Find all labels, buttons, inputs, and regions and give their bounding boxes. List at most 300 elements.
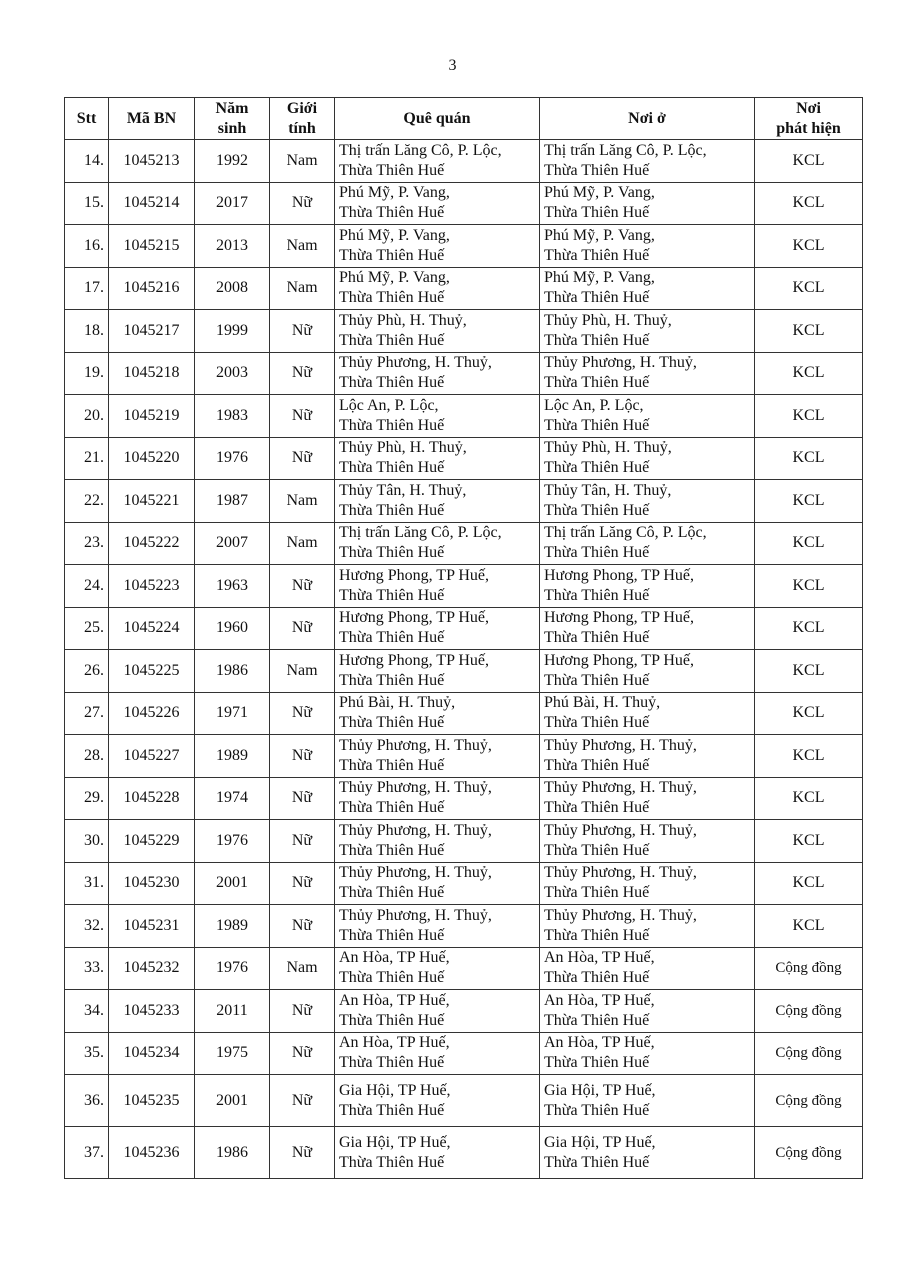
- noi-o-line2: Thừa Thiên Huế: [544, 629, 650, 647]
- cell-nam-sinh: 2007: [195, 522, 270, 565]
- noi-o-line1: Gia Hội, TP Huế,: [544, 1133, 656, 1151]
- table-row: [65, 777, 863, 820]
- cell-gioi-tinh: Nam: [270, 267, 335, 310]
- cell-stt: 27.: [65, 692, 109, 735]
- que-quan-line1: Thủy Phương, H. Thuỷ,: [339, 354, 492, 372]
- que-quan-line2: Thừa Thiên Huế: [339, 1153, 445, 1171]
- cell-gioi-tinh: Nữ: [270, 352, 335, 395]
- cell-ma-bn: 1045224: [109, 607, 195, 650]
- header-nam-sinh: [195, 98, 270, 140]
- cell-gioi-tinh: Nam: [270, 140, 335, 183]
- table-row: [65, 395, 863, 438]
- cell-nam-sinh: 2003: [195, 352, 270, 395]
- cell-nam-sinh: 1986: [195, 1127, 270, 1179]
- noi-o-line1: Gia Hội, TP Huế,: [544, 1081, 656, 1099]
- noi-o-line1: Thủy Phương, H. Thuỷ,: [544, 779, 697, 797]
- cell-ma-bn: 1045216: [109, 267, 195, 310]
- noi-o-line2: Thừa Thiên Huế: [544, 1011, 650, 1029]
- cell-stt: 25.: [65, 607, 109, 650]
- table-row: [65, 182, 863, 225]
- que-quan-line1: Hương Phong, TP Huế,: [339, 566, 490, 584]
- cell-nam-sinh: 1976: [195, 820, 270, 863]
- cell-que-quan: [335, 1032, 540, 1075]
- cell-gioi-tinh: Nữ: [270, 1127, 335, 1179]
- que-quan-line2: Thừa Thiên Huế: [339, 544, 445, 562]
- cell-que-quan: [335, 565, 540, 608]
- cell-noi-phat-hien: KCL: [755, 820, 863, 863]
- cell-gioi-tinh: Nữ: [270, 692, 335, 735]
- que-quan-line1: Thủy Phù, H. Thuỷ,: [339, 439, 467, 457]
- cell-noi-phat-hien: KCL: [755, 480, 863, 523]
- cell-que-quan: [335, 862, 540, 905]
- cell-que-quan: [335, 225, 540, 268]
- que-quan-line1: Phú Mỹ, P. Vang,: [339, 226, 450, 244]
- cell-nam-sinh: 2017: [195, 182, 270, 225]
- cell-nam-sinh: 2011: [195, 990, 270, 1033]
- que-quan-line2: Thừa Thiên Huế: [339, 1011, 445, 1029]
- que-quan-line2: Thừa Thiên Huế: [339, 926, 445, 944]
- noi-o-line1: Thủy Phương, H. Thuỷ,: [544, 821, 697, 839]
- cell-que-quan: [335, 395, 540, 438]
- cell-gioi-tinh: Nữ: [270, 437, 335, 480]
- que-quan-line2: Thừa Thiên Huế: [339, 204, 445, 222]
- cell-noi-o: [540, 692, 755, 735]
- que-quan-line2: Thừa Thiên Huế: [339, 969, 445, 987]
- noi-o-line2: Thừa Thiên Huế: [544, 799, 650, 817]
- cell-que-quan: [335, 480, 540, 523]
- cell-noi-o: [540, 310, 755, 353]
- noi-o-line2: Thừa Thiên Huế: [544, 204, 650, 222]
- noi-o-line1: Thủy Phương, H. Thuỷ,: [544, 906, 697, 924]
- noi-o-line2: Thừa Thiên Huế: [544, 969, 650, 987]
- que-quan-line1: Thủy Phương, H. Thuỷ,: [339, 779, 492, 797]
- noi-o-line1: Hương Phong, TP Huế,: [544, 651, 695, 669]
- cell-gioi-tinh: Nữ: [270, 820, 335, 863]
- cell-stt: 31.: [65, 862, 109, 905]
- cell-gioi-tinh: Nữ: [270, 1075, 335, 1127]
- cell-noi-o: [540, 820, 755, 863]
- noi-o-line2: Thừa Thiên Huế: [544, 289, 650, 307]
- cell-ma-bn: 1045214: [109, 182, 195, 225]
- cell-gioi-tinh: Nữ: [270, 395, 335, 438]
- noi-o-line2: Thừa Thiên Huế: [544, 161, 650, 179]
- cell-noi-phat-hien: KCL: [755, 310, 863, 353]
- cell-nam-sinh: 2001: [195, 862, 270, 905]
- cell-que-quan: [335, 352, 540, 395]
- cell-que-quan: [335, 1075, 540, 1127]
- que-quan-line2: Thừa Thiên Huế: [339, 161, 445, 179]
- cell-noi-phat-hien: KCL: [755, 777, 863, 820]
- noi-o-line1: Thị trấn Lăng Cô, P. Lộc,: [544, 524, 707, 542]
- que-quan-line2: Thừa Thiên Huế: [339, 799, 445, 817]
- cell-ma-bn: 1045215: [109, 225, 195, 268]
- cell-noi-o: [540, 990, 755, 1033]
- noi-o-line1: Thủy Phương, H. Thuỷ,: [544, 864, 697, 882]
- cell-nam-sinh: 1963: [195, 565, 270, 608]
- cell-ma-bn: 1045233: [109, 990, 195, 1033]
- cell-stt: 33.: [65, 947, 109, 990]
- cell-ma-bn: 1045235: [109, 1075, 195, 1127]
- cell-stt: 24.: [65, 565, 109, 608]
- header-nam-sinh-line2: sinh: [217, 119, 247, 137]
- cell-noi-phat-hien: KCL: [755, 735, 863, 778]
- header-noi-phat-hien-line2: phát hiện: [776, 119, 841, 137]
- cell-noi-o: [540, 607, 755, 650]
- noi-o-line2: Thừa Thiên Huế: [544, 416, 650, 434]
- noi-o-line2: Thừa Thiên Huế: [544, 246, 650, 264]
- cell-ma-bn: 1045227: [109, 735, 195, 778]
- noi-o-line1: An Hòa, TP Huế,: [544, 1034, 655, 1052]
- table-body: [65, 140, 863, 1179]
- cell-noi-o: [540, 267, 755, 310]
- cell-noi-phat-hien: KCL: [755, 352, 863, 395]
- que-quan-line2: Thừa Thiên Huế: [339, 289, 445, 307]
- cell-gioi-tinh: Nữ: [270, 777, 335, 820]
- cell-que-quan: [335, 267, 540, 310]
- noi-o-line1: Thị trấn Lăng Cô, P. Lộc,: [544, 141, 707, 159]
- cell-stt: 14.: [65, 140, 109, 183]
- noi-o-line1: An Hòa, TP Huế,: [544, 949, 655, 967]
- cell-noi-o: [540, 225, 755, 268]
- cell-nam-sinh: 1989: [195, 735, 270, 778]
- header-gioi-tinh-line1: Giới: [286, 99, 318, 117]
- cell-que-quan: [335, 990, 540, 1033]
- cell-stt: 37.: [65, 1127, 109, 1179]
- cell-noi-phat-hien: Cộng đồng: [755, 947, 863, 990]
- cell-noi-o: [540, 650, 755, 693]
- patient-table: [64, 97, 863, 1179]
- cell-gioi-tinh: Nam: [270, 947, 335, 990]
- noi-o-line1: Hương Phong, TP Huế,: [544, 609, 695, 627]
- cell-nam-sinh: 2008: [195, 267, 270, 310]
- table-row: [65, 905, 863, 948]
- noi-o-line1: Hương Phong, TP Huế,: [544, 566, 695, 584]
- header-noi-phat-hien-line1: Nơi: [796, 99, 821, 117]
- cell-noi-phat-hien: Cộng đồng: [755, 1075, 863, 1127]
- cell-noi-phat-hien: KCL: [755, 565, 863, 608]
- que-quan-line1: Thị trấn Lăng Cô, P. Lộc,: [339, 141, 502, 159]
- cell-stt: 18.: [65, 310, 109, 353]
- que-quan-line1: Thủy Phù, H. Thuỷ,: [339, 311, 467, 329]
- cell-stt: 35.: [65, 1032, 109, 1075]
- que-quan-line1: Thủy Phương, H. Thuỷ,: [339, 821, 492, 839]
- cell-nam-sinh: 1989: [195, 905, 270, 948]
- que-quan-line2: Thừa Thiên Huế: [339, 374, 445, 392]
- cell-noi-phat-hien: KCL: [755, 140, 863, 183]
- que-quan-line2: Thừa Thiên Huế: [339, 841, 445, 859]
- cell-stt: 21.: [65, 437, 109, 480]
- cell-ma-bn: 1045228: [109, 777, 195, 820]
- table-row: [65, 820, 863, 863]
- que-quan-line1: Gia Hội, TP Huế,: [339, 1133, 451, 1151]
- que-quan-line2: Thừa Thiên Huế: [339, 1101, 445, 1119]
- noi-o-line2: Thừa Thiên Huế: [544, 926, 650, 944]
- cell-gioi-tinh: Nữ: [270, 565, 335, 608]
- page-number: 3: [448, 57, 457, 74]
- cell-ma-bn: 1045221: [109, 480, 195, 523]
- noi-o-line2: Thừa Thiên Huế: [544, 841, 650, 859]
- noi-o-line2: Thừa Thiên Huế: [544, 756, 650, 774]
- table-row: [65, 480, 863, 523]
- cell-ma-bn: 1045225: [109, 650, 195, 693]
- noi-o-line2: Thừa Thiên Huế: [544, 544, 650, 562]
- cell-que-quan: [335, 692, 540, 735]
- cell-que-quan: [335, 437, 540, 480]
- cell-noi-phat-hien: Cộng đồng: [755, 1032, 863, 1075]
- table-row: [65, 947, 863, 990]
- que-quan-line2: Thừa Thiên Huế: [339, 586, 445, 604]
- noi-o-line1: Thủy Phương, H. Thuỷ,: [544, 354, 697, 372]
- cell-que-quan: [335, 140, 540, 183]
- que-quan-line1: Hương Phong, TP Huế,: [339, 651, 490, 669]
- que-quan-line2: Thừa Thiên Huế: [339, 1054, 445, 1072]
- cell-nam-sinh: 1976: [195, 437, 270, 480]
- que-quan-line2: Thừa Thiên Huế: [339, 459, 445, 477]
- cell-ma-bn: 1045218: [109, 352, 195, 395]
- que-quan-line1: Phú Mỹ, P. Vang,: [339, 269, 450, 287]
- noi-o-line1: Thủy Tân, H. Thuỷ,: [544, 481, 672, 499]
- que-quan-line1: Gia Hội, TP Huế,: [339, 1081, 451, 1099]
- table-row: [65, 650, 863, 693]
- table-row: [65, 310, 863, 353]
- cell-gioi-tinh: Nữ: [270, 905, 335, 948]
- header-noi-o: Nơi ở: [540, 98, 755, 140]
- table-row: [65, 990, 863, 1033]
- que-quan-line1: Thủy Phương, H. Thuỷ,: [339, 736, 492, 754]
- cell-gioi-tinh: Nam: [270, 225, 335, 268]
- cell-gioi-tinh: Nữ: [270, 182, 335, 225]
- que-quan-line2: Thừa Thiên Huế: [339, 416, 445, 434]
- noi-o-line1: Thủy Phù, H. Thuỷ,: [544, 439, 672, 457]
- cell-nam-sinh: 1971: [195, 692, 270, 735]
- cell-que-quan: [335, 1127, 540, 1179]
- que-quan-line1: Hương Phong, TP Huế,: [339, 609, 490, 627]
- cell-stt: 26.: [65, 650, 109, 693]
- cell-nam-sinh: 1983: [195, 395, 270, 438]
- noi-o-line1: An Hòa, TP Huế,: [544, 991, 655, 1009]
- cell-noi-o: [540, 947, 755, 990]
- que-quan-line1: An Hòa, TP Huế,: [339, 1034, 450, 1052]
- cell-nam-sinh: 1975: [195, 1032, 270, 1075]
- table-row: [65, 352, 863, 395]
- cell-noi-phat-hien: KCL: [755, 182, 863, 225]
- cell-nam-sinh: 1960: [195, 607, 270, 650]
- noi-o-line1: Phú Mỹ, P. Vang,: [544, 226, 655, 244]
- noi-o-line2: Thừa Thiên Huế: [544, 374, 650, 392]
- cell-gioi-tinh: Nữ: [270, 310, 335, 353]
- cell-noi-phat-hien: KCL: [755, 225, 863, 268]
- table-row: [65, 692, 863, 735]
- cell-noi-o: [540, 437, 755, 480]
- cell-ma-bn: 1045213: [109, 140, 195, 183]
- noi-o-line2: Thừa Thiên Huế: [544, 1054, 650, 1072]
- cell-gioi-tinh: Nam: [270, 650, 335, 693]
- cell-ma-bn: 1045229: [109, 820, 195, 863]
- cell-noi-phat-hien: KCL: [755, 437, 863, 480]
- que-quan-line1: An Hòa, TP Huế,: [339, 949, 450, 967]
- cell-que-quan: [335, 820, 540, 863]
- cell-noi-o: [540, 140, 755, 183]
- header-que-quan: Quê quán: [335, 98, 540, 140]
- cell-stt: 17.: [65, 267, 109, 310]
- cell-ma-bn: 1045231: [109, 905, 195, 948]
- cell-stt: 19.: [65, 352, 109, 395]
- cell-stt: 20.: [65, 395, 109, 438]
- cell-gioi-tinh: Nữ: [270, 607, 335, 650]
- que-quan-line2: Thừa Thiên Huế: [339, 884, 445, 902]
- noi-o-line1: Phú Mỹ, P. Vang,: [544, 269, 655, 287]
- cell-noi-phat-hien: KCL: [755, 607, 863, 650]
- cell-ma-bn: 1045234: [109, 1032, 195, 1075]
- cell-noi-o: [540, 1032, 755, 1075]
- cell-noi-o: [540, 735, 755, 778]
- cell-stt: 16.: [65, 225, 109, 268]
- cell-noi-o: [540, 777, 755, 820]
- que-quan-line2: Thừa Thiên Huế: [339, 501, 445, 519]
- que-quan-line1: Phú Bài, H. Thuỷ,: [339, 694, 456, 712]
- cell-stt: 22.: [65, 480, 109, 523]
- noi-o-line2: Thừa Thiên Huế: [544, 1101, 650, 1119]
- table-row: [65, 1075, 863, 1127]
- table-row: [65, 862, 863, 905]
- cell-noi-o: [540, 352, 755, 395]
- noi-o-line1: Thủy Phương, H. Thuỷ,: [544, 736, 697, 754]
- cell-noi-o: [540, 182, 755, 225]
- cell-noi-o: [540, 905, 755, 948]
- header-ma-bn: Mã BN: [109, 98, 195, 140]
- cell-noi-phat-hien: KCL: [755, 862, 863, 905]
- cell-stt: 15.: [65, 182, 109, 225]
- que-quan-line2: Thừa Thiên Huế: [339, 714, 445, 732]
- cell-nam-sinh: 1974: [195, 777, 270, 820]
- cell-noi-o: [540, 565, 755, 608]
- cell-noi-phat-hien: KCL: [755, 692, 863, 735]
- header-gioi-tinh-line2: tính: [288, 119, 316, 137]
- header-noi-phat-hien: [755, 98, 863, 140]
- cell-noi-phat-hien: KCL: [755, 395, 863, 438]
- cell-ma-bn: 1045230: [109, 862, 195, 905]
- que-quan-line1: Thủy Phương, H. Thuỷ,: [339, 906, 492, 924]
- table-row: [65, 607, 863, 650]
- cell-nam-sinh: 1986: [195, 650, 270, 693]
- header-stt: Stt: [65, 98, 109, 140]
- table-row: [65, 140, 863, 183]
- que-quan-line2: Thừa Thiên Huế: [339, 246, 445, 264]
- cell-ma-bn: 1045222: [109, 522, 195, 565]
- cell-gioi-tinh: Nữ: [270, 862, 335, 905]
- noi-o-line1: Lộc An, P. Lộc,: [544, 396, 644, 414]
- que-quan-line2: Thừa Thiên Huế: [339, 671, 445, 689]
- noi-o-line2: Thừa Thiên Huế: [544, 1153, 650, 1171]
- cell-noi-o: [540, 480, 755, 523]
- table-row: [65, 1127, 863, 1179]
- cell-que-quan: [335, 777, 540, 820]
- cell-que-quan: [335, 947, 540, 990]
- noi-o-line2: Thừa Thiên Huế: [544, 331, 650, 349]
- cell-ma-bn: 1045217: [109, 310, 195, 353]
- que-quan-line2: Thừa Thiên Huế: [339, 331, 445, 349]
- header-gioi-tinh: [270, 98, 335, 140]
- que-quan-line1: Lộc An, P. Lộc,: [339, 396, 439, 414]
- cell-nam-sinh: 2001: [195, 1075, 270, 1127]
- noi-o-line2: Thừa Thiên Huế: [544, 884, 650, 902]
- cell-stt: 30.: [65, 820, 109, 863]
- cell-stt: 23.: [65, 522, 109, 565]
- header-row: [65, 98, 863, 140]
- cell-noi-phat-hien: KCL: [755, 267, 863, 310]
- table-row: [65, 437, 863, 480]
- cell-stt: 32.: [65, 905, 109, 948]
- cell-noi-phat-hien: KCL: [755, 522, 863, 565]
- cell-gioi-tinh: Nữ: [270, 990, 335, 1033]
- cell-noi-o: [540, 522, 755, 565]
- que-quan-line2: Thừa Thiên Huế: [339, 756, 445, 774]
- que-quan-line1: Thủy Tân, H. Thuỷ,: [339, 481, 467, 499]
- cell-noi-o: [540, 862, 755, 905]
- table-row: [65, 1032, 863, 1075]
- noi-o-line2: Thừa Thiên Huế: [544, 586, 650, 604]
- cell-ma-bn: 1045236: [109, 1127, 195, 1179]
- header-nam-sinh-line1: Năm: [215, 99, 249, 117]
- cell-noi-phat-hien: KCL: [755, 905, 863, 948]
- cell-noi-phat-hien: KCL: [755, 650, 863, 693]
- cell-nam-sinh: 1976: [195, 947, 270, 990]
- que-quan-line1: Thị trấn Lăng Cô, P. Lộc,: [339, 524, 502, 542]
- cell-stt: 34.: [65, 990, 109, 1033]
- cell-que-quan: [335, 905, 540, 948]
- cell-nam-sinh: 1999: [195, 310, 270, 353]
- cell-stt: 36.: [65, 1075, 109, 1127]
- cell-stt: 28.: [65, 735, 109, 778]
- cell-ma-bn: 1045226: [109, 692, 195, 735]
- que-quan-line1: An Hòa, TP Huế,: [339, 991, 450, 1009]
- cell-stt: 29.: [65, 777, 109, 820]
- noi-o-line2: Thừa Thiên Huế: [544, 459, 650, 477]
- cell-que-quan: [335, 182, 540, 225]
- cell-ma-bn: 1045232: [109, 947, 195, 990]
- cell-gioi-tinh: Nữ: [270, 1032, 335, 1075]
- noi-o-line1: Thủy Phù, H. Thuỷ,: [544, 311, 672, 329]
- que-quan-line2: Thừa Thiên Huế: [339, 629, 445, 647]
- noi-o-line1: Phú Bài, H. Thuỷ,: [544, 694, 661, 712]
- cell-noi-phat-hien: Cộng đồng: [755, 990, 863, 1033]
- noi-o-line1: Phú Mỹ, P. Vang,: [544, 184, 655, 202]
- cell-nam-sinh: 2013: [195, 225, 270, 268]
- cell-ma-bn: 1045219: [109, 395, 195, 438]
- table-row: [65, 565, 863, 608]
- cell-ma-bn: 1045223: [109, 565, 195, 608]
- table-row: [65, 225, 863, 268]
- cell-noi-o: [540, 1127, 755, 1179]
- cell-gioi-tinh: Nam: [270, 480, 335, 523]
- cell-nam-sinh: 1992: [195, 140, 270, 183]
- que-quan-line1: Thủy Phương, H. Thuỷ,: [339, 864, 492, 882]
- cell-gioi-tinh: Nữ: [270, 735, 335, 778]
- cell-que-quan: [335, 607, 540, 650]
- table-row: [65, 267, 863, 310]
- cell-que-quan: [335, 735, 540, 778]
- cell-que-quan: [335, 522, 540, 565]
- cell-noi-o: [540, 395, 755, 438]
- cell-que-quan: [335, 650, 540, 693]
- noi-o-line2: Thừa Thiên Huế: [544, 501, 650, 519]
- que-quan-line1: Phú Mỹ, P. Vang,: [339, 184, 450, 202]
- cell-gioi-tinh: Nam: [270, 522, 335, 565]
- cell-nam-sinh: 1987: [195, 480, 270, 523]
- table-row: [65, 735, 863, 778]
- cell-noi-phat-hien: Cộng đồng: [755, 1127, 863, 1179]
- table-row: [65, 522, 863, 565]
